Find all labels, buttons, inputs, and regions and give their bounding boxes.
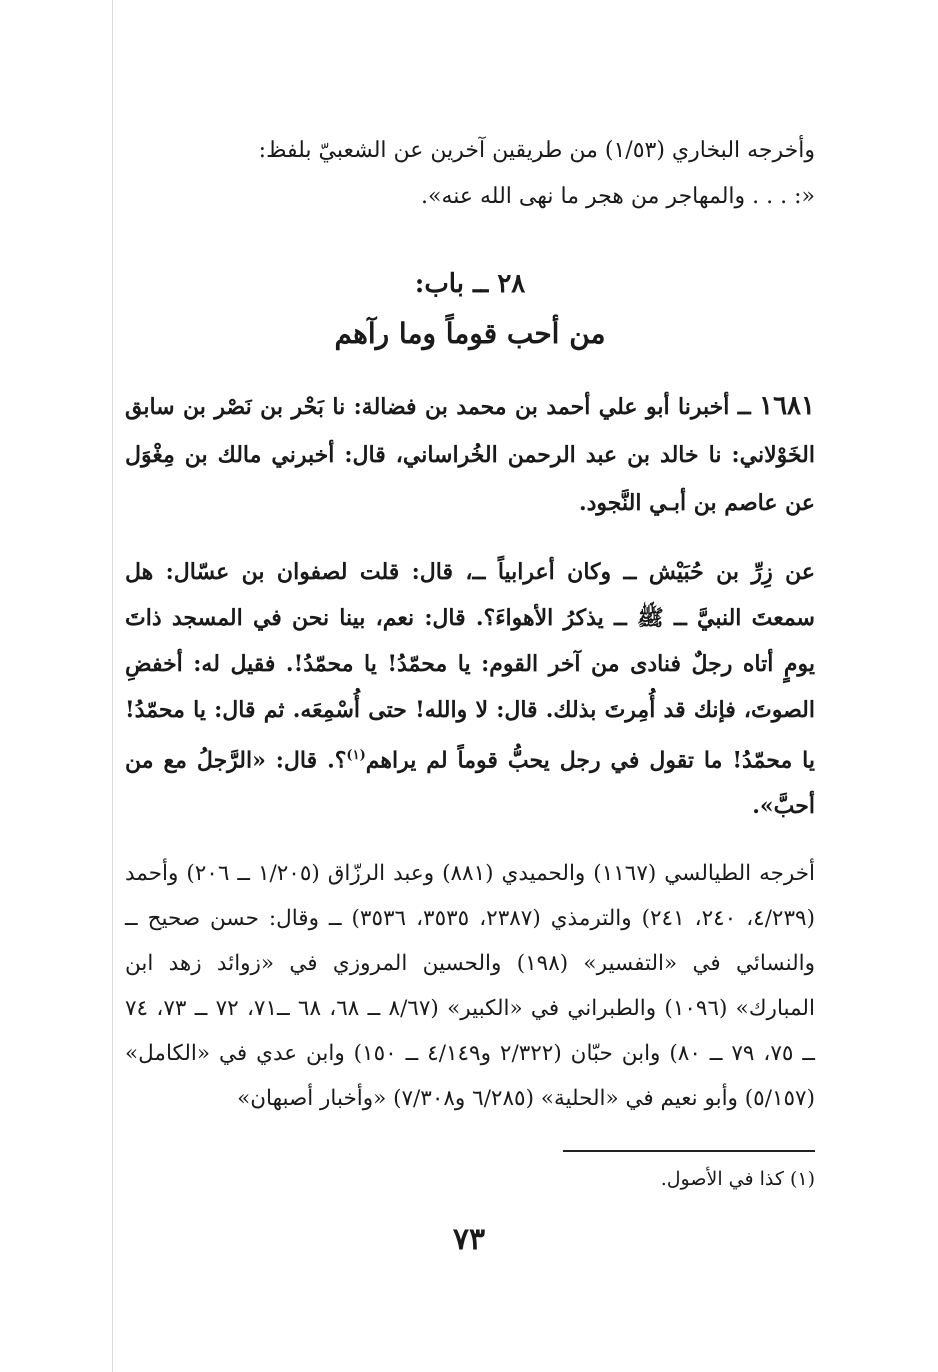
page-body bbox=[125, 128, 815, 1143]
footnote-reference: (١) bbox=[346, 748, 366, 763]
intro-line-2: «: . . . والمهاجر من هجر ما نهى الله عنه». bbox=[421, 184, 815, 209]
isnad-text: ــ أخبرنا أبو علي أحمد بن محمد بن فضالة: نا بَحْر بن نَصْر بن سابق الخَوْلاني: نا خالد بن عبد الرحمن الخُراساني، قال: أخبرني مالك بن مِغْوَل عن عاصم بن أبـي النَّجود. bbox=[125, 394, 815, 516]
intro-paragraph bbox=[125, 128, 815, 220]
footnote-separator bbox=[563, 1150, 815, 1152]
chapter-title: من أحب قوماً وما رآهم bbox=[334, 317, 606, 350]
footnote: (١) كذا في الأصول. bbox=[660, 1168, 815, 1190]
chapter-number: ٢٨ ــ باب: bbox=[414, 269, 526, 299]
takhrij-paragraph: أخرجه الطيالسي (١١٦٧) والحميدي (٨٨١) وعبد الرزّاق (١/٢٠٥ ــ ٢٠٦) وأحمد (٤/٢٣٩، ٢٤٠، ٢٤١) والترمذي (٢٣٨٧، ٣٥٣٥، ٣٥٣٦) ــ وقال: حسن صحيح ــ والنسائي في «التفسير» (١٩٨) والحسين المروزي في «زوائد زهد ابن المبارك» (١٠٩٦) والطبراني في «الكبير» (٨/٦٧ ــ ٦٨، ٦٨ ــ٧١، ٧٢ ــ ٧٣، ٧٤ ــ ٧٥، ٧٩ ــ ٨٠) وابن حبّان (٢/٣٢٢ و٤/١٤٩ ــ ١٥٠) وابن عدي في «الكامل» (٥/١٥٧) وأبو نعيم في «الحلية» (٦/٢٨٥ و٧/٣٠٨) «وأخبار أصبهان» bbox=[125, 861, 816, 1112]
hadith-isnad bbox=[125, 382, 815, 527]
hadith-number: ١٦٨١ bbox=[759, 391, 815, 421]
matn-tail: ؟. قال: «الرَّجلُ مع من أحبَّ». bbox=[125, 747, 815, 820]
matn-text: عن زِرِّ بن حُبَيْش ــ وكان أعرابياً ــ، قال: قلت لصفوان بن عسّال: هل سمعتَ النبيَّ ــ ﷺ ــ يذكرُ الأهواءَ؟. قال: نعم، بينا نحن في المسجد ذاتَ يومٍ أتاه رجلٌ فنادى من آخر القوم: يا محمّدُ! يا محمّدُ!. فقيل له: أخفضِ الصوتَ، فإنك قد أُمِرتَ بذلك. قال: لا والله! حتى أُسْمِعَه. ثم قال: يا محمّدُ! يا محمّدُ! ما تقول في رجل يحبُّ قوماً لم يراهم bbox=[125, 559, 815, 774]
page-number: ٧٣ bbox=[452, 1222, 486, 1257]
hadith-matn bbox=[125, 549, 815, 829]
page-margin-line bbox=[112, 0, 113, 1372]
intro-line-1: وأخرجه البخاري (١/٥٣) من طريقين آخرين عن الشعبيّ بلفظ: bbox=[258, 138, 815, 163]
